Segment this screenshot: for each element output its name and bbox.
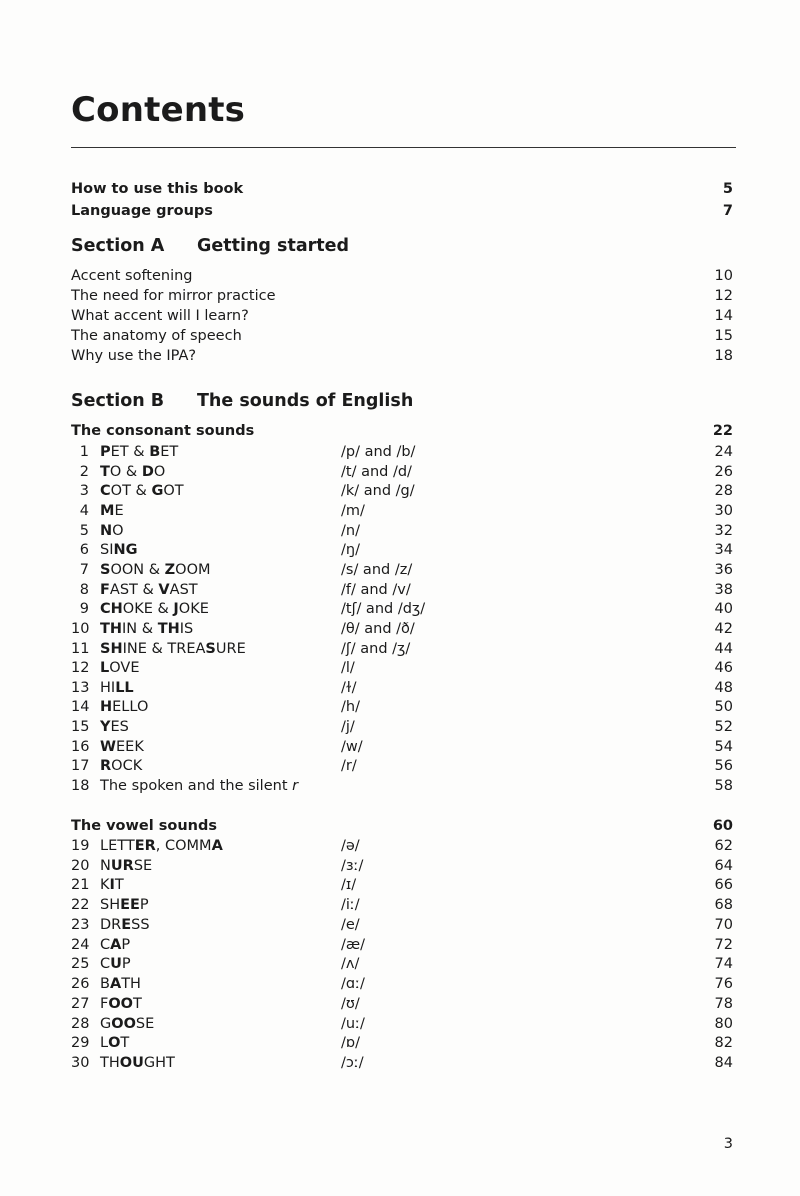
entry-page: 66: [714, 877, 733, 894]
sound-entry[interactable]: [71, 877, 733, 897]
sound-entry[interactable]: [71, 719, 733, 739]
entry-word: HILL: [100, 679, 134, 696]
entry-word: SHEEP: [100, 897, 149, 914]
entry-word: LOT: [100, 1035, 130, 1052]
sound-entry[interactable]: [71, 464, 733, 484]
group-page: 60: [712, 818, 733, 834]
entry-word: YES: [100, 719, 129, 736]
entry-page: 80: [714, 1015, 733, 1032]
entry-title: How to use this book: [71, 181, 244, 197]
entry-page: 78: [714, 995, 733, 1012]
entry-page: 14: [714, 308, 733, 324]
entry-word: NO: [100, 522, 124, 539]
sound-entry[interactable]: [71, 621, 733, 641]
entry-ipa: /m/: [341, 502, 365, 519]
section-label: Section A: [71, 236, 165, 256]
entry-ipa: /l/: [341, 660, 355, 677]
entry-page: 70: [714, 916, 733, 933]
entry-page: 74: [714, 956, 733, 973]
entry-number: 26: [71, 976, 90, 993]
entry-ipa: /k/ and /g/: [341, 483, 415, 500]
entry-number: 7: [79, 561, 89, 578]
entry-title: The anatomy of speech: [71, 328, 242, 344]
entry-number: 13: [71, 679, 90, 696]
entry-page: 76: [714, 976, 733, 993]
entry-word: HELLO: [100, 699, 149, 716]
entry-word: DRESS: [100, 916, 150, 933]
entry-page: 68: [714, 897, 733, 914]
entry-word: GOOSE: [100, 1015, 155, 1032]
toc-entry[interactable]: [71, 288, 733, 308]
entry-page: 10: [714, 268, 733, 284]
entry-word: CAP: [100, 936, 131, 953]
sound-entry[interactable]: [71, 858, 733, 878]
entry-page: 28: [714, 483, 733, 500]
sound-entry[interactable]: [71, 838, 733, 858]
entry-number: 17: [71, 758, 90, 775]
entry-page: 40: [714, 601, 733, 618]
group-title: The vowel sounds: [71, 818, 218, 834]
entry-number: 16: [71, 738, 90, 755]
entry-page: 56: [714, 758, 733, 775]
entry-ipa: /uː/: [341, 1015, 365, 1032]
section-title: The sounds of English: [197, 391, 414, 411]
entry-page: 82: [714, 1035, 733, 1052]
entry-number: 23: [71, 916, 90, 933]
entry-page: 50: [714, 699, 733, 716]
entry-page: 42: [714, 620, 733, 637]
entry-title: Language groups: [71, 203, 213, 219]
entry-word: WEEK: [100, 738, 144, 755]
section-b-heading: [71, 391, 414, 411]
entry-page: 30: [714, 502, 733, 519]
entry-number: 19: [71, 838, 90, 854]
entry-ipa: /ɪ/: [341, 877, 357, 894]
entry-page: 15: [714, 328, 733, 344]
entry-page: 54: [714, 738, 733, 755]
entry-word: BATH: [100, 976, 141, 993]
entry-ipa: /p/ and /b/: [341, 444, 416, 460]
entry-page: 64: [714, 857, 733, 874]
entry-word: FOOT: [100, 995, 142, 1012]
sound-entry[interactable]: [71, 699, 733, 719]
toc-entry[interactable]: [71, 308, 733, 328]
entry-ipa: /f/ and /v/: [341, 581, 411, 598]
entry-word: SING: [100, 542, 138, 559]
sound-entry[interactable]: [71, 660, 733, 680]
entry-page: 46: [714, 660, 733, 677]
entry-ipa: /h/: [341, 699, 360, 716]
entry-number: 11: [71, 640, 90, 657]
sound-entry[interactable]: [71, 897, 733, 917]
entry-word: CHOKE & JOKE: [100, 601, 209, 618]
entry-number: 18: [71, 778, 90, 795]
entry-page: 32: [714, 522, 733, 539]
entry-page: 48: [714, 679, 733, 696]
toc-entry-language-groups[interactable]: [71, 203, 733, 223]
entry-ipa: /r/: [341, 758, 357, 775]
page-number: 3: [723, 1136, 733, 1152]
entry-ipa: /tʃ/ and /dʒ/: [341, 601, 426, 618]
sound-entry[interactable]: [71, 758, 733, 778]
entry-page: 34: [714, 542, 733, 559]
entry-ipa: /s/ and /z/: [341, 561, 413, 578]
entry-word: TO & DO: [100, 463, 166, 480]
entry-word: KIT: [100, 877, 124, 894]
entry-number: 24: [71, 936, 90, 953]
entry-number: 28: [71, 1015, 90, 1032]
entry-ipa: /ɫ/: [341, 679, 357, 696]
sound-entry[interactable]: [71, 778, 733, 798]
toc-entry[interactable]: [71, 348, 733, 368]
title-divider: [71, 147, 736, 148]
entry-number: 27: [71, 995, 90, 1012]
section-a-heading: [71, 236, 350, 256]
entry-word: CUP: [100, 956, 131, 973]
entry-ipa: /ɜː/: [341, 857, 364, 874]
entry-number: 12: [71, 660, 90, 677]
toc-entry[interactable]: [71, 328, 733, 348]
entry-page: 84: [714, 1055, 733, 1072]
entry-ipa: /ə/: [341, 838, 360, 854]
entry-page: 58: [714, 778, 733, 795]
entry-word: PET & BET: [100, 444, 179, 460]
sound-entry[interactable]: [71, 582, 733, 602]
entry-number: 14: [71, 699, 90, 716]
entry-ipa: /e/: [341, 916, 360, 933]
entry-page: 24: [714, 444, 733, 460]
entry-ipa: /w/: [341, 738, 363, 755]
entry-word: LETTER, COMMA: [100, 838, 223, 854]
sound-entry[interactable]: [71, 1055, 733, 1075]
entry-ipa: /ɑː/: [341, 976, 365, 993]
entry-word: FAST & VAST: [100, 581, 198, 598]
entry-ipa: /ʊ/: [341, 995, 360, 1012]
entry-page: 26: [714, 463, 733, 480]
sound-entry[interactable]: [71, 937, 733, 957]
entry-ipa: /æ/: [341, 936, 366, 953]
sound-entry[interactable]: [71, 976, 733, 996]
entry-page: 44: [714, 640, 733, 657]
entry-ipa: /ʌ/: [341, 956, 360, 973]
entry-word: COT & GOT: [100, 483, 184, 500]
entry-word: SOON & ZOOM: [100, 561, 211, 578]
entry-ipa: /ɔː/: [341, 1055, 364, 1072]
entry-number: 25: [71, 956, 90, 973]
sound-entry[interactable]: [71, 680, 733, 700]
entry-page: 72: [714, 936, 733, 953]
vowels-heading[interactable]: [71, 818, 733, 838]
sound-entry[interactable]: [71, 503, 733, 523]
entry-title: What accent will I learn?: [71, 308, 249, 324]
sound-entry[interactable]: [71, 444, 733, 464]
entry-word: ME: [100, 502, 124, 519]
sound-entry[interactable]: [71, 1035, 733, 1055]
entry-title: The need for mirror practice: [71, 288, 276, 304]
entry-word: THIN & THIS: [100, 620, 194, 637]
section-title: Getting started: [197, 236, 350, 256]
entry-page: 38: [714, 581, 733, 598]
toc-entry[interactable]: [71, 268, 733, 288]
entry-word: ROCK: [100, 758, 143, 775]
entry-word: LOVE: [100, 660, 140, 677]
entry-page: 62: [714, 838, 733, 854]
entry-word: THOUGHT: [100, 1055, 175, 1072]
page-title: Contents: [71, 90, 246, 130]
entry-number: 21: [71, 877, 90, 894]
entry-word: SHINE & TREASURE: [100, 640, 246, 657]
entry-title: Why use the IPA?: [71, 348, 197, 364]
group-title: The consonant sounds: [71, 423, 255, 439]
entry-number: 1: [79, 444, 89, 460]
sound-entry[interactable]: [71, 996, 733, 1016]
entry-page: 18: [714, 348, 733, 364]
sound-entry[interactable]: [71, 1016, 733, 1036]
entry-number: 6: [79, 542, 89, 559]
entry-ipa: /n/: [341, 522, 360, 539]
entry-title: Accent softening: [71, 268, 193, 284]
entry-number: 9: [79, 601, 89, 618]
entry-ipa: /ŋ/: [341, 542, 360, 559]
entry-number: 2: [79, 463, 89, 480]
sound-entry[interactable]: [71, 483, 733, 503]
entry-number: 22: [71, 897, 90, 914]
entry-page: 12: [714, 288, 733, 304]
entry-ipa: /iː/: [341, 897, 360, 914]
entry-page: 52: [714, 719, 733, 736]
entry-number: 20: [71, 857, 90, 874]
entry-number: 8: [79, 581, 89, 598]
entry-word: The spoken and the silent r: [100, 778, 299, 795]
entry-page: 7: [722, 203, 733, 219]
sound-entry[interactable]: [71, 641, 733, 661]
entry-number: 5: [79, 522, 89, 539]
entry-ipa: /ʃ/ and /ʒ/: [341, 640, 411, 657]
sound-entry[interactable]: [71, 739, 733, 759]
group-page: 22: [712, 423, 733, 439]
sound-entry[interactable]: [71, 562, 733, 582]
sound-entry[interactable]: [71, 523, 733, 543]
entry-page: 5: [722, 181, 733, 197]
sound-entry[interactable]: [71, 542, 733, 562]
sound-entry[interactable]: [71, 956, 733, 976]
sound-entry[interactable]: [71, 601, 733, 621]
entry-number: 10: [71, 620, 90, 637]
entry-number: 3: [79, 483, 89, 500]
entry-ipa: /j/: [341, 719, 355, 736]
entry-ipa: /t/ and /d/: [341, 463, 412, 480]
toc-entry-how-to-use[interactable]: [71, 181, 733, 201]
section-label: Section B: [71, 391, 165, 411]
entry-number: 15: [71, 719, 90, 736]
entry-page: 36: [714, 561, 733, 578]
entry-number: 29: [71, 1035, 90, 1052]
sound-entry[interactable]: [71, 917, 733, 937]
entry-number: 30: [71, 1055, 90, 1072]
entry-ipa: /ɒ/: [341, 1035, 360, 1052]
consonants-heading[interactable]: [71, 423, 733, 443]
entry-number: 4: [79, 502, 89, 519]
entry-ipa: /θ/ and /ð/: [341, 620, 415, 637]
entry-word: NURSE: [100, 857, 153, 874]
